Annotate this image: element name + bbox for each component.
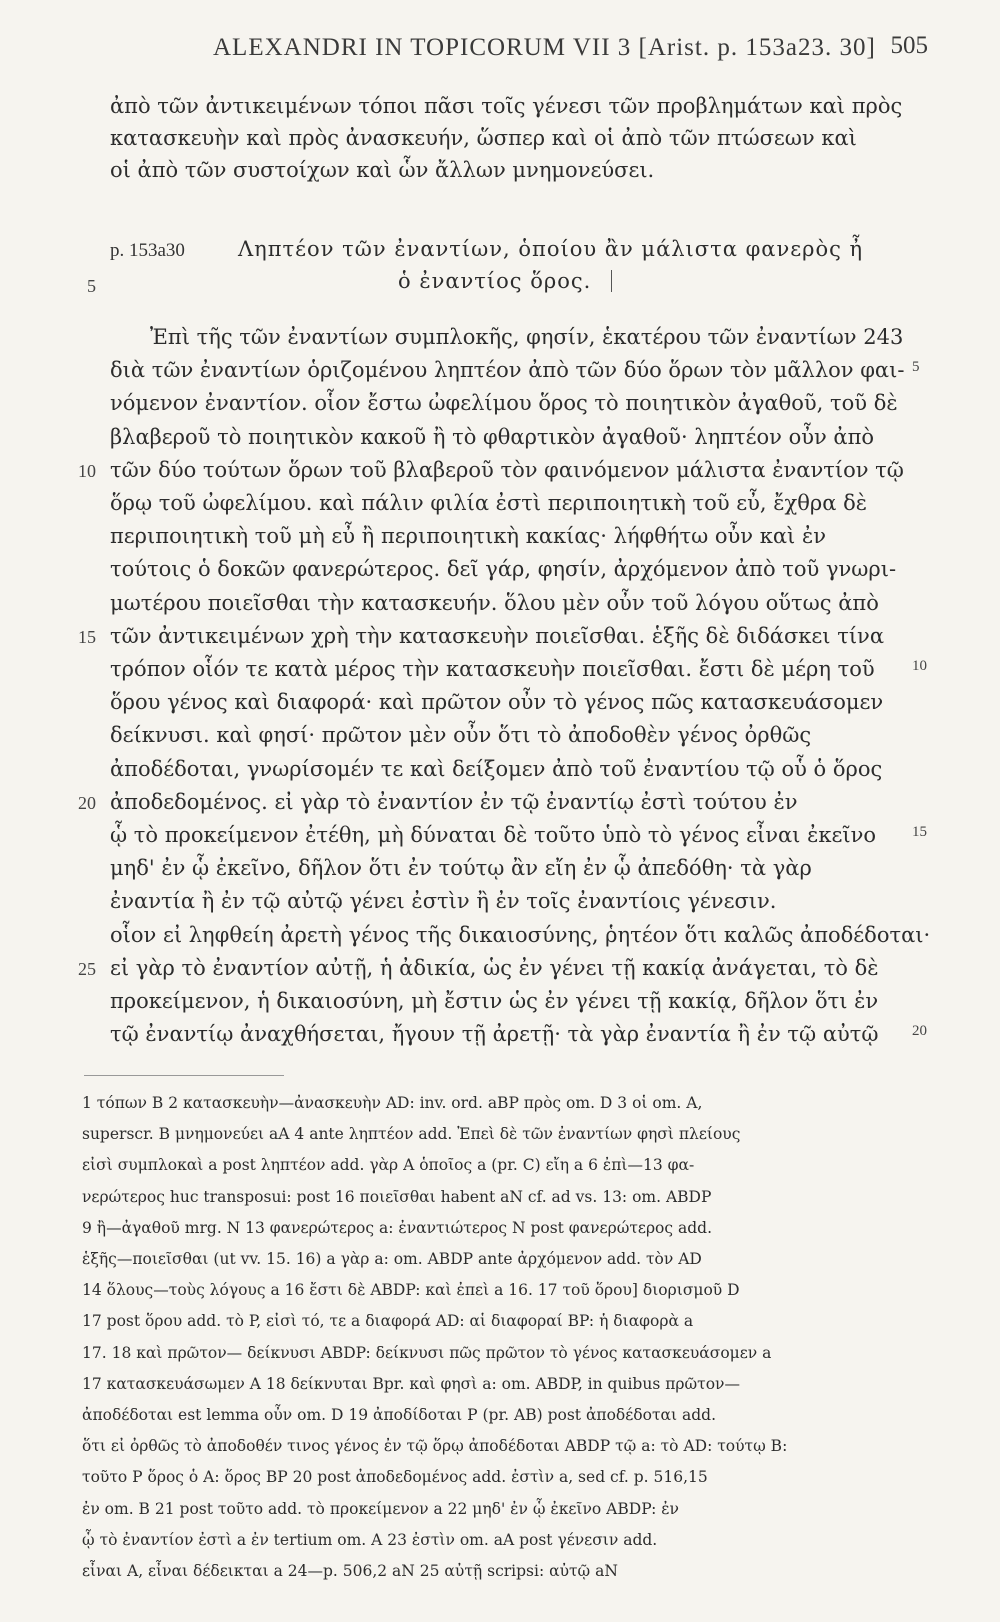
lemma-block-line: ἀπὸ τῶν ἀντικειμένων τόποι πᾶσι τοῖς γένεσι τῶν προβλημάτων καὶ πρὸς: [110, 94, 903, 118]
apparatus-line: 17. 18 καὶ πρῶτον— δείκνυσι ABDP: δείκνυσι πῶς πρῶτον τὸ γένος κατασκευάσομεν a: [82, 1343, 772, 1362]
body-line: ᾧ τὸ προκείμενον ἐτέθη, μὴ δύναται δὲ τοῦτο ὑπὸ τὸ γένος εἶναι ἐκεῖνο: [110, 823, 876, 847]
body-line: περιποιητικὴ τοῦ μὴ εὖ ἢ περιποιητικὴ κακίας· λήφθήτω οὖν καὶ ἐν: [110, 524, 826, 549]
line-number: 5: [87, 276, 96, 296]
body-line: προκείμενον, ἡ δικαιοσύνη, μὴ ἔστιν ὡς ἐν γένει τῇ κακίᾳ, δῆλον ὅτι ἐν: [110, 989, 879, 1013]
apparatus-line: εἶναι A, εἶναι δέδεικται a 24—p. 506,2 aN 25 αὐτῇ scripsi: αὐτῷ aN: [82, 1562, 618, 1580]
body-line: τῶν ἀντικειμένων χρὴ τὴν κατασκευὴν ποιεῖσθαι. ἑξῆς δὲ διδάσκει τίνα: [110, 623, 885, 648]
apparatus-line: 14 ὅλους—τοὺς λόγους a 16 ἔστι δὲ ABDP: καὶ ἐπεὶ a 16. 17 τοῦ ὅρου] διορισμοῦ D: [82, 1281, 740, 1300]
body-line: τούτοις ὁ δοκῶν φανερώτερος. δεῖ γάρ, φησίν, ἀρχόμενον ἀπὸ τοῦ γνωρι-: [110, 557, 897, 582]
body-line: ὅρῳ τοῦ ὠφελίμου. καὶ πάλιν φιλία ἐστὶ περιποιητικὴ τοῦ εὖ, ἔχθρα δὲ: [110, 491, 868, 515]
body-line: μωτέρου ποιεῖσθαι τὴν κατασκευήν. ὅλου μὲν οὖν τοῦ λόγου οὕτως ἀπὸ: [110, 590, 879, 615]
reference-line-number: 20: [912, 1023, 927, 1040]
body-line: μηδ' ἐν ᾧ ἐκεῖνο, δῆλον ὅτι ἐν τούτῳ ἂν εἴη ἐν ᾧ ἀπεδόθη· τὰ γὰρ: [110, 856, 812, 881]
reference-line-number: 15: [912, 824, 927, 840]
lemma-text: Ληπτέον τῶν ἐναντίων, ὁποίου ἂν μάλιστα φανερὸς ἦ: [238, 237, 864, 261]
body-line: ἐναντία ἢ ἐν τῷ αὐτῷ γένει ἐστὶν ἢ ἐν τοῖς ἐναντίοις γένεσιν.: [110, 889, 777, 914]
body-line: τρόπον οἷόν τε κατὰ μέρος τὴν κατασκευὴν ποιεῖσθαι. ἔστι δὲ μέρη τοῦ: [110, 657, 875, 681]
running-header: ALEXANDRI IN TOPICORUM VII 3 [Arist. p. 153a23. 30]: [213, 34, 876, 61]
reference-line-number: 10: [912, 658, 927, 674]
lemma-block-line: κατασκευὴν καὶ πρὸς ἀνασκευήν, ὥσπερ καὶ οἱ ἀπὸ τῶν πτώσεων καὶ: [110, 126, 857, 150]
lemma-reference: p. 153a30: [110, 240, 185, 261]
body-line: εἰ γὰρ τὸ ἐναντίον αὐτῇ, ἡ ἀδικία, ὡς ἐν γένει τῇ κακίᾳ ἀνάγεται, τὸ δὲ: [110, 955, 879, 980]
apparatus-line: 17 κατασκευάσωμεν A 18 δείκνυται Bpr. καὶ φησὶ a: om. ABDP, in quibus πρῶτον—: [82, 1374, 740, 1393]
body-line: ἀποδέδοται, γνωρίσομέν τε καὶ δείξομεν ἀπὸ τοῦ ἐναντίου τῷ οὗ ὁ ὅρος: [110, 756, 883, 781]
lemma-text: ὁ ἐναντίος ὅρος.: [398, 269, 592, 293]
body-line: διὰ τῶν ἐναντίων ὁριζομένου ληπτέον ἀπὸ τῶν δύο ὅρων τὸν μᾶλλον φαι-: [110, 358, 905, 383]
apparatus-line: τοῦτο P ὅρος ὁ A: ὅρος BP 20 post ἀποδεδομένος add. ἐστὶν a, sed cf. p. 516,15: [82, 1468, 708, 1487]
apparatus-line: ἀποδέδοται est lemma οὖν om. D 19 ἀποδίδοται P (pr. AB) post ἀποδέδοται add.: [82, 1406, 717, 1424]
apparatus-line: 17 post ὅρου add. τὸ P, εἰσὶ τό, τε a διαφορά AD: αἱ διαφοραί BP: ἡ διαφορὰ a: [82, 1312, 694, 1331]
page-number: 505: [890, 32, 928, 59]
body-line: τῷ ἐναντίῳ ἀναχθήσεται, ἤγουν τῇ ἀρετῇ· τὰ γὰρ ἐναντία ἢ ἐν τῷ αὐτῷ: [110, 1022, 879, 1047]
apparatus-line: ᾧ τὸ ἐναντίον ἐστὶ a ἐν tertium om. A 23 ἐστὶν om. aA post γένεσιν add.: [82, 1530, 658, 1549]
body-line: Ἐπὶ τῆς τῶν ἐναντίων συμπλοκῆς, φησίν, ἑκατέρου τῶν ἐναντίων 243: [150, 325, 904, 349]
footnote-rule: [84, 1075, 284, 1076]
line-number: 10: [78, 460, 96, 481]
body-line: ὅρου γένος καὶ διαφορά· καὶ πρῶτον οὖν τὸ γένος πῶς κατασκευάσομεν: [110, 690, 884, 715]
apparatus-line: superscr. B μνημονεύει aA 4 ante ληπτέον add. Ἐπεὶ δὲ τῶν ἐναντίων φησὶ πλείους: [82, 1125, 741, 1144]
apparatus-line: ἐν om. B 21 post τοῦτο add. τὸ προκείμενον a 22 μηδ' ἐν ᾧ ἐκεῖνο ABDP: ἐν: [82, 1499, 679, 1518]
column-mark: [611, 270, 612, 292]
apparatus-line: νερώτερος huc transposui: post 16 ποιεῖσθαι habent aN cf. ad vs. 13: om. ABDP: [82, 1187, 712, 1206]
apparatus-line: 9 ἢ—ἀγαθοῦ mrg. N 13 φανερώτερος a: ἐναντιώτερος N post φανερώτερος add.: [82, 1218, 713, 1237]
body-line: δείκνυσι. καὶ φησί· πρῶτον μὲν οὖν ὅτι τὸ ἀποδοθὲν γένος ὀρθῶς: [110, 723, 812, 748]
apparatus-line: εἰσὶ συμπλοκαὶ a post ληπτέον add. γὰρ A ὁποῖος a (pr. C) εἴη a 6 ἐπὶ—13 φα-: [82, 1156, 695, 1175]
body-line: βλαβεροῦ τὸ ποιητικὸν κακοῦ ἢ τὸ φθαρτικὸν ἀγαθοῦ· ληπτέον οὖν ἀπὸ: [110, 424, 875, 449]
apparatus-line: 1 τόπων B 2 κατασκευὴν—ἀνασκευὴν AD: inv. ord. aBP πρὸς om. D 3 οἱ om. A,: [82, 1094, 703, 1112]
lemma-block-line: οἱ ἀπὸ τῶν συστοίχων καὶ ὧν ἄλλων μνημονεύσει.: [110, 158, 655, 182]
apparatus-line: ἑξῆς—ποιεῖσθαι (ut vv. 15. 16) a γὰρ a: om. ABDP ante ἀρχόμενον add. τὸν AD: [82, 1250, 702, 1268]
reference-line-number: 5: [912, 359, 920, 376]
body-line: οἷον εἰ ληφθείη ἀρετὴ γένος τῆς δικαιοσύνης, ῥητέον ὅτι καλῶς ἀποδέδοται·: [110, 922, 931, 947]
line-number: 20: [78, 792, 96, 813]
line-number: 15: [78, 626, 96, 647]
apparatus-line: ὅτι εἰ ὀρθῶς τὸ ἀποδοθέν τινος γένος ἐν τῷ ὅρῳ ἀποδέδοται ABDP τῷ a: τὸ AD: τούτῳ B:: [82, 1437, 788, 1456]
body-line: ἀποδεδομένος. εἰ γὰρ τὸ ἐναντίον ἐν τῷ ἐναντίῳ ἐστὶ τούτου ἐν: [110, 789, 798, 814]
line-number: 25: [78, 958, 96, 979]
body-line: νόμενον ἐναντίον. οἷον ἔστω ὠφελίμου ὅρος τὸ ποιητικὸν ἀγαθοῦ, τοῦ δὲ: [110, 391, 898, 416]
body-line: τῶν δύο τούτων ὅρων τοῦ βλαβεροῦ τὸν φαινόμενον μάλιστα ἐναντίον τῷ: [110, 457, 904, 482]
